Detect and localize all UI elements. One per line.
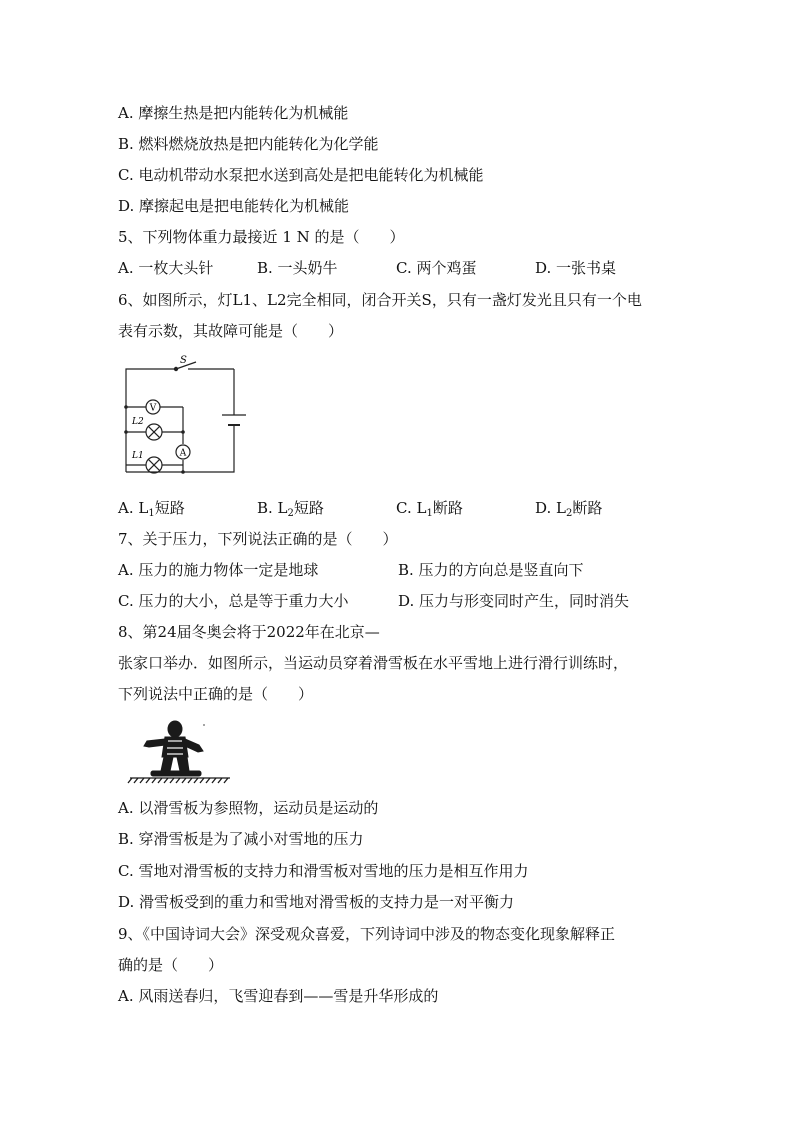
ammeter-label: A xyxy=(179,448,187,459)
skier-right-arm xyxy=(185,739,203,752)
q5-stem: 5、下列物体重力最接近 1 N 的是（ ） xyxy=(118,228,405,246)
q4-option-c: C. 电动机带动水泵把水送到高处是把电能转化为机械能 xyxy=(118,166,484,184)
snowboard xyxy=(151,771,201,776)
switch-label: S xyxy=(180,355,187,366)
lamp1-label: L1 xyxy=(132,451,144,461)
q7-options-row2 xyxy=(118,591,718,611)
q5-options xyxy=(118,258,718,278)
junction-dot xyxy=(124,405,128,409)
q8-option-c: C. 雪地对滑雪板的支持力和滑雪板对雪地的压力是相互作用力 xyxy=(118,862,529,880)
q9-stem-line2: 确的是（ ） xyxy=(118,956,224,974)
q6-options xyxy=(118,498,718,518)
snowboarder-figure xyxy=(125,715,235,785)
q8-stem-line2: 张家口举办．如图所示，当运动员穿着滑雪板在水平雪地上进行滑行训练时， xyxy=(118,654,629,672)
skier-left-arm xyxy=(144,739,165,747)
skier-right-leg xyxy=(177,757,189,771)
q7-options-row1 xyxy=(118,560,718,580)
q8-stem-line3: 下列说法中正确的是（ ） xyxy=(118,685,314,703)
q7-option-a: A. 压力的施力物体一定是地球 xyxy=(118,561,319,579)
q6-stem-line2: 表有示数，其故障可能是（ ） xyxy=(118,322,344,340)
skier-left-leg xyxy=(161,757,173,771)
decorative-dot xyxy=(203,724,205,726)
q5-option-b: B. 一头奶牛 xyxy=(257,259,338,277)
q7-stem: 7、关于压力，下列说法正确的是（ ） xyxy=(118,530,398,548)
q7-option-b: B. 压力的方向总是竖直向下 xyxy=(398,561,584,579)
q8-option-d: D. 滑雪板受到的重力和雪地对滑雪板的支持力是一对平衡力 xyxy=(118,893,515,911)
junction-dot xyxy=(124,430,128,434)
voltmeter-label: V xyxy=(149,403,157,414)
q8-option-a: A. 以滑雪板为参照物，运动员是运动的 xyxy=(118,799,379,817)
q6-option-c: C. $L_1$断路 xyxy=(396,499,463,519)
q4-option-a: A. 摩擦生热是把内能转化为机械能 xyxy=(118,104,349,122)
q5-option-d: D. 一张书桌 xyxy=(535,259,617,277)
skier-head xyxy=(168,721,182,737)
circuit-diagram xyxy=(118,352,248,482)
q7-option-c: C. 压力的大小，总是等于重力大小 xyxy=(118,592,349,610)
q6-option-a: A. $L_1$短路 xyxy=(118,499,185,519)
q8-stem-line1: 8、第24届冬奥会将于2022年在北京— xyxy=(118,623,380,641)
switch-terminal xyxy=(174,367,177,370)
q4-option-d: D. 摩擦起电是把电能转化为机械能 xyxy=(118,197,350,215)
q8-option-b: B. 穿滑雪板是为了减小对雪地的压力 xyxy=(118,830,364,848)
junction-dot xyxy=(181,430,185,434)
q7-option-d: D. 压力与形变同时产生，同时消失 xyxy=(398,592,630,610)
q4-option-b: B. 燃料燃烧放热是把内能转化为化学能 xyxy=(118,135,379,153)
ground-hatching xyxy=(128,778,228,783)
q9-stem-line1: 9、《中国诗词大会》深受观众喜爱，下列诗词中涉及的物态变化现象解释正 xyxy=(118,925,616,943)
q6-stem-line1: 6、如图所示，灯L1、L2完全相同，闭合开关S，只有一盏灯发光且只有一个电 xyxy=(118,291,642,309)
lamp2-label: L2 xyxy=(132,417,144,427)
q6-option-d: D. $L_2$断路 xyxy=(535,499,603,519)
q9-option-a: A. 风雨送春归，飞雪迎春到——雪是升华形成的 xyxy=(118,987,439,1005)
q6-option-b: B. $L_2$短路 xyxy=(257,499,324,519)
q5-option-c: C. 两个鸡蛋 xyxy=(396,259,477,277)
junction-dot xyxy=(181,470,185,474)
q5-option-a: A. 一枚大头针 xyxy=(118,259,214,277)
